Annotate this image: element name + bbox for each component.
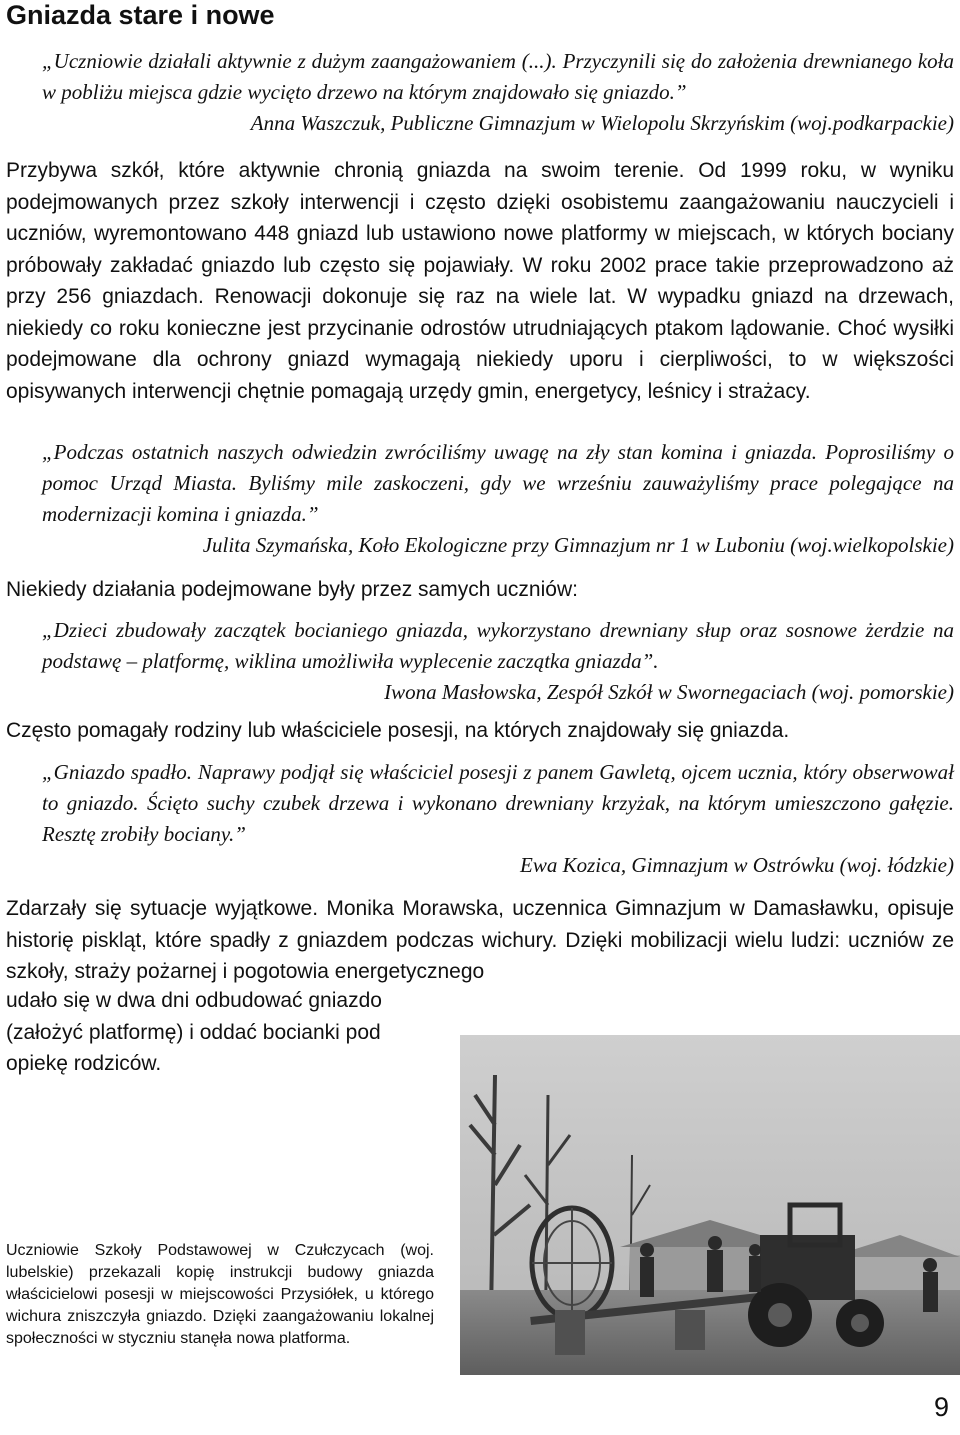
quote-attribution: Anna Waszczuk, Publiczne Gimnazjum w Wielopolu Skrzyńskim (woj.podkarpackie) (250, 111, 954, 135)
page-title: Gniazda stare i nowe (6, 0, 275, 30)
quote-kozica (42, 757, 954, 881)
paragraph-students: Niekiedy działania podejmowane były przez samych uczniów: (6, 578, 578, 601)
page-number: 9 (934, 1392, 950, 1422)
quote-maslowska (42, 615, 954, 708)
paragraph-exceptional-end: udało się w dwa dni odbudować gniazdo (założyć platformę) i oddać bocianki pod opiekę rodziców. (6, 989, 382, 1075)
photo-platform-construction (460, 1035, 960, 1375)
quote-szymanska (42, 437, 954, 561)
paragraph-exceptional: Zdarzały się sytuacje wyjątkowe. Monika Morawska, uczennica Gimnazjum w Damasławku, opisuje historię piskląt, które spadły z gniazdem podczas wichury. Dzięki mobilizacji wielu ludzi: uczniów ze szkoły, straży pożarnej i pogotowia energetycznego (6, 897, 954, 983)
paragraph-families: Często pomagały rodziny lub właściciele posesji, na których znajdowały się gniazda. (6, 719, 790, 742)
quote-attribution: Ewa Kozica, Gimnazjum w Ostrówku (woj. łódzkie) (520, 853, 954, 877)
quote-text: „Uczniowie działali aktywnie z dużym zaangażowaniem (...). Przyczynili się do założenia drewnianego koła w pobliżu miejsca gdzie wycięto drzewo na którym znajdowało się gniazdo.” (42, 49, 954, 104)
quote-waszczuk (42, 46, 954, 139)
quote-text: „Gniazdo spadło. Naprawy podjął się właściciel posesji z panem Gawletą, ojcem ucznia, który obserwował to gniazdo. Ścięto suchy czubek drzewa i wykonano drewniany krzyżak, na którym umieszczono gałęzie. Resztę zrobiły bociany.” (42, 760, 954, 846)
quote-attribution: Iwona Masłowska, Zespół Szkół w Swornegaciach (woj. pomorskie) (384, 680, 954, 704)
quote-attribution: Julita Szymańska, Koło Ekologiczne przy Gimnazjum nr 1 w Luboniu (woj.wielkopolskie) (202, 533, 954, 557)
photo-caption: Uczniowie Szkoły Podstawowej w Czułczycach (woj. lubelskie) przekazali kopię instrukcji budowy gniazda właścicielowi posesji w miejscowości Przysiółek, u którego wichura zniszczyła gniazdo. Dzięki zaangażowaniu lokalnej społeczności w styczniu stanęła nowa platforma. (6, 1242, 434, 1347)
paragraph-intro: Przybywa szkół, które aktywnie chronią gniazda na swoim terenie. Od 1999 roku, w wyniku podejmowanych przez szkoły interwencji i często dzięki osobistemu zaangażowaniu nauczycieli i uczniów, wyremontowano 448 gniazd lub ustawiono nowe platformy w miejscach, w których bociany próbowały zakładać gniazdo lub często się pojawiały. W roku 2002 prace takie przeprowadzono aż przy 256 gniazdach. Renowacji dokonuje się raz na wiele lat. W wypadku gniazd na drzewach, niekiedy co roku konieczne jest przycinanie odrostów utrudniających ptakom lądowanie. Choć wysiłki podejmowane dla ochrony gniazd wymagają niekiedy uporu i cierpliwości, to w większości opisywanych interwencji chętnie pomagają urzędy gmin, energetycy, leśnicy i strażacy. (6, 159, 954, 403)
quote-text: „Podczas ostatnich naszych odwiedzin zwróciliśmy uwagę na zły stan komina i gniazda. Poprosiliśmy o pomoc Urząd Miasta. Byliśmy mile zaskoczeni, gdy we wrześniu zauważyliśmy prace polegające na modernizacji komina i gniazda.” (42, 440, 954, 526)
quote-text: „Dzieci zbudowały zaczątek bocianiego gniazda, wykorzystano drewniany słup oraz sosnowe żerdzie na podstawę – platformę, wiklina umożliwiła wyplecenie zaczątka gniazda”. (42, 618, 954, 673)
